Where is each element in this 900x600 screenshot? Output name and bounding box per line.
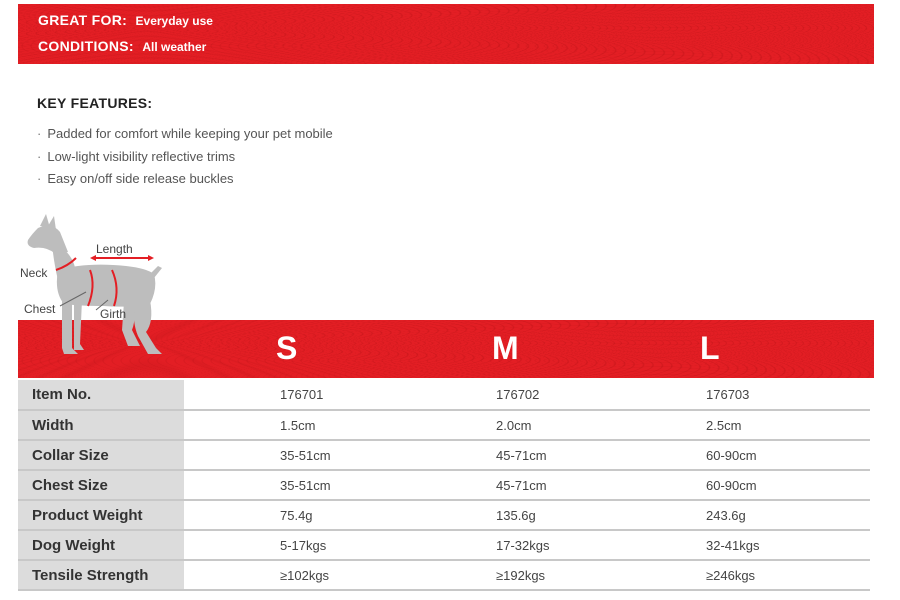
row-label: Tensile Strength [18, 560, 184, 590]
dog-silhouette-icon [28, 214, 162, 354]
key-features-list [37, 123, 333, 191]
cell-s: ≥102kgs [184, 560, 496, 590]
dog-measurement-diagram [16, 212, 186, 362]
cell-m: 45-71cm [496, 470, 706, 500]
table-row [18, 440, 870, 470]
row-label: Dog Weight [18, 530, 184, 560]
cell-m: 17-32kgs [496, 530, 706, 560]
cell-l: 60-90cm [706, 440, 870, 470]
size-l-header: L [700, 330, 720, 366]
cell-m: 135.6g [496, 500, 706, 530]
cell-s: 1.5cm [184, 410, 496, 440]
great-for-line [38, 12, 213, 30]
bullet-icon: · [37, 148, 42, 164]
size-s-header: S [276, 330, 298, 366]
row-label: Collar Size [18, 440, 184, 470]
cell-s: 75.4g [184, 500, 496, 530]
spec-table [18, 380, 870, 591]
row-label: Chest Size [18, 470, 184, 500]
cell-s: 176701 [184, 380, 496, 410]
feature-text: Padded for comfort while keeping your pet mobile [47, 126, 333, 141]
cell-l: 32-41kgs [706, 530, 870, 560]
table-row [18, 410, 870, 440]
cell-m: 176702 [496, 380, 706, 410]
table-row [18, 380, 870, 410]
table-row [18, 500, 870, 530]
feature-text: Easy on/off side release buckles [47, 171, 234, 186]
key-features-title: KEY FEATURES: [37, 95, 153, 111]
bullet-icon: · [37, 126, 42, 141]
row-label: Product Weight [18, 500, 184, 530]
cell-l: 60-90cm [706, 470, 870, 500]
girth-label: Girth [100, 307, 127, 321]
conditions-value: All weather [142, 40, 207, 54]
cell-l: 2.5cm [706, 410, 870, 440]
table-row [18, 530, 870, 560]
table-row [18, 560, 870, 590]
conditions-label: CONDITIONS: [38, 38, 134, 54]
great-for-value: Everyday use [135, 14, 213, 28]
top-banner [18, 4, 874, 64]
cell-s: 35-51cm [184, 440, 496, 470]
cell-m: 2.0cm [496, 410, 706, 440]
chest-label: Chest [24, 302, 56, 316]
neck-label: Neck [20, 266, 48, 280]
row-label: Item No. [18, 380, 184, 410]
row-label: Width [18, 410, 184, 440]
great-for-label: GREAT FOR: [38, 12, 128, 28]
cell-s: 5-17kgs [184, 530, 496, 560]
feature-item [37, 146, 333, 169]
table-row [18, 470, 870, 500]
cell-l: ≥246kgs [706, 560, 870, 590]
cell-m: 45-71cm [496, 440, 706, 470]
feature-item [37, 168, 333, 191]
length-label: Length [96, 242, 133, 256]
conditions-line [38, 38, 206, 56]
feature-item [37, 123, 333, 146]
size-m-header: M [492, 330, 519, 366]
feature-text: Low-light visibility reflective trims [47, 148, 236, 164]
bullet-icon: · [37, 171, 42, 186]
cell-l: 176703 [706, 380, 870, 410]
cell-s: 35-51cm [184, 470, 496, 500]
cell-l: 243.6g [706, 500, 870, 530]
cell-m: ≥192kgs [496, 560, 706, 590]
